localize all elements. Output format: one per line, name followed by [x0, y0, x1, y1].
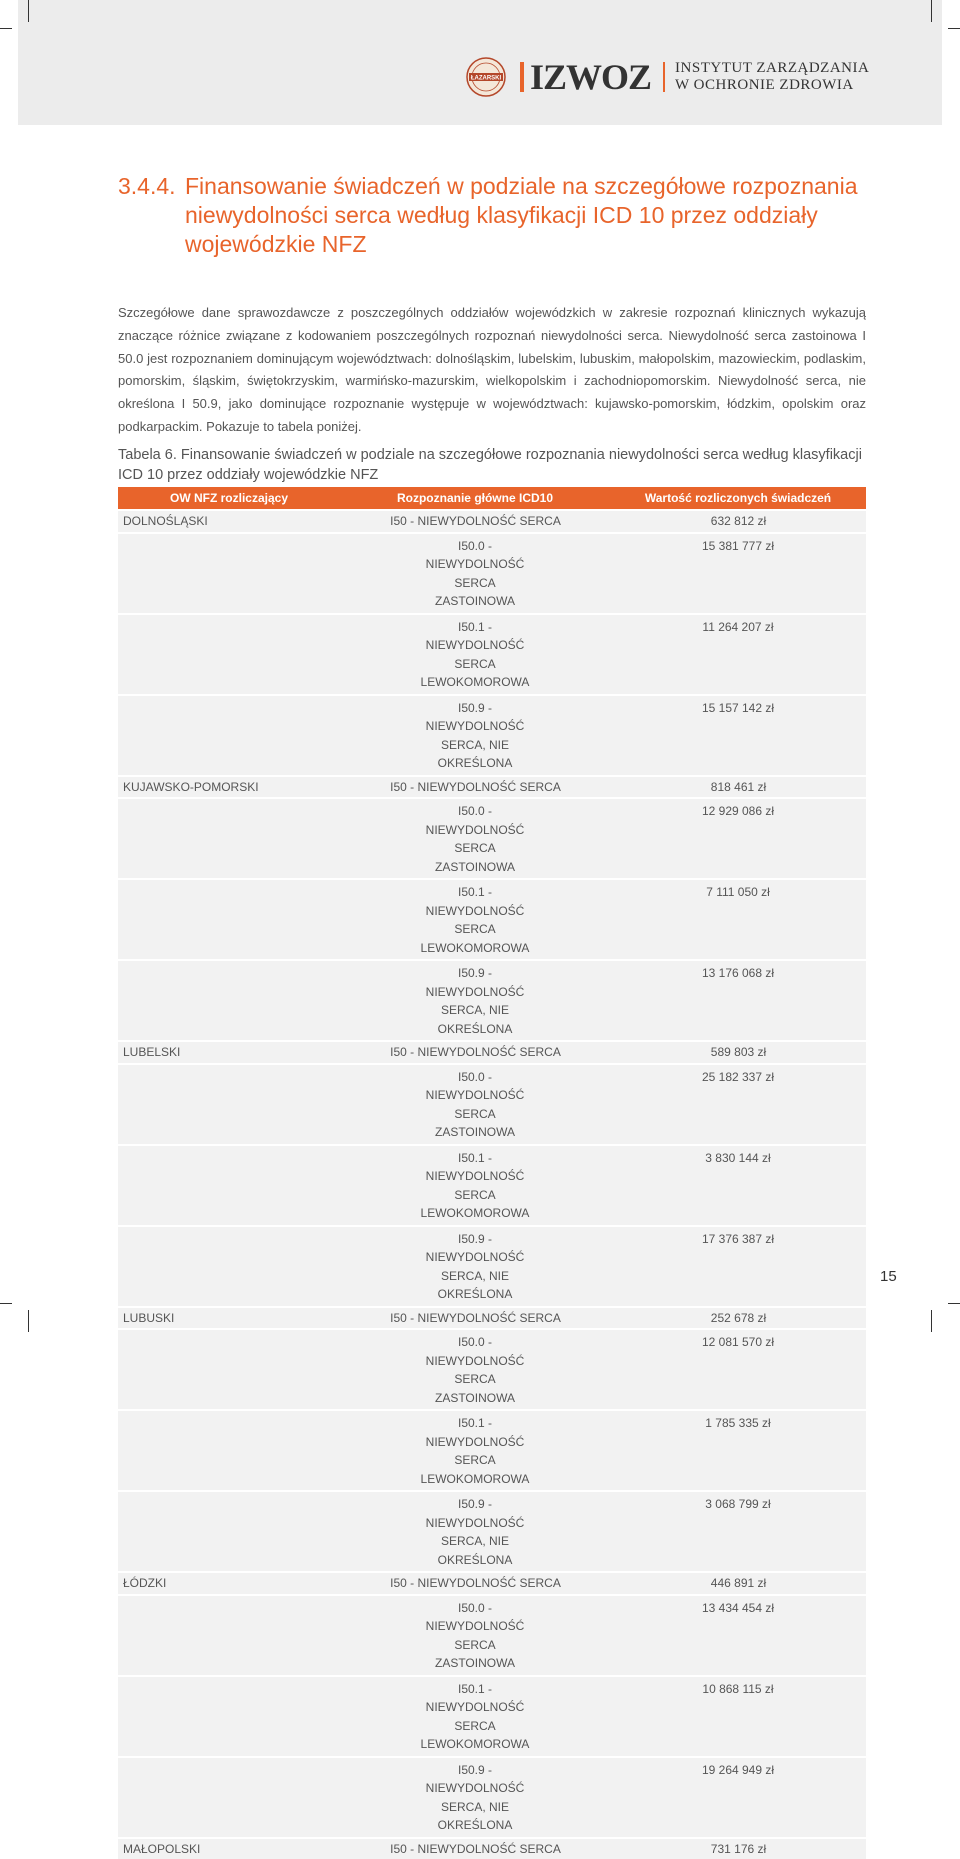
cell-ow	[118, 1410, 340, 1491]
institute-name	[675, 60, 869, 94]
cell-ow	[118, 879, 340, 960]
table-row	[118, 533, 866, 614]
header-logos	[466, 56, 869, 98]
body-paragraph: Szczegółowe dane sprawozdawcze z poszczególnych oddziałów wojewódzkich w zakresie rozpoznań klinicznych wykazują znaczące różnice związane z kodowaniem poszczególnych rozpoznań niewydolności serca. Niewydolność serca zastoinowa I 50.0 jest rozpoznaniem dominującym województwach: dolnośląskim, lubelskim, lubuskim, małopolskim, mazowieckim, podlaskim, pomorskim, śląskim, świętokrzyskim, warmińsko-mazurskim, wielkopolskim i zachodniopomorskim. Niewydolność serca, nie określona I 50.9, jako dominujące rozpoznanie występuje w województwach: kujawsko-pomorskim, łódzkim, opolskim oraz podkarpackim. Pokazuje to tabela poniżej.	[118, 302, 866, 439]
cell-value: 10 868 115 zł	[610, 1676, 866, 1757]
cell-value: 13 176 068 zł	[610, 960, 866, 1041]
cell-diagnosis: I50 - NIEWYDOLNOŚĆ SERCA	[340, 1041, 610, 1064]
table-row	[118, 776, 866, 799]
cell-value: 632 812 zł	[610, 510, 866, 533]
cell-diagnosis: I50.0 - NIEWYDOLNOŚĆ SERCA ZASTOINOWA	[340, 533, 610, 614]
cell-diagnosis: I50.1 - NIEWYDOLNOŚĆ SERCA LEWOKOMOROWA	[340, 614, 610, 695]
cell-diagnosis: I50.1 - NIEWYDOLNOŚĆ SERCA LEWOKOMOROWA	[340, 1676, 610, 1757]
crop-mark-bottom-right	[931, 1310, 932, 1332]
svg-text:ŁAZARSKI: ŁAZARSKI	[471, 76, 502, 82]
cell-ow	[118, 1329, 340, 1410]
institute-line-1: INSTYTUT ZARZĄDZANIA	[675, 60, 869, 77]
cell-value: 1 785 335 zł	[610, 1410, 866, 1491]
crop-mark-left-top	[0, 28, 12, 29]
cell-ow	[118, 1491, 340, 1572]
table-row	[118, 695, 866, 776]
cell-ow: LUBUSKI	[118, 1307, 340, 1330]
cell-value: 589 803 zł	[610, 1041, 866, 1064]
cell-value: 11 264 207 zł	[610, 614, 866, 695]
cell-ow	[118, 1676, 340, 1757]
cell-diagnosis: I50 - NIEWYDOLNOŚĆ SERCA	[340, 1572, 610, 1595]
table-row	[118, 1307, 866, 1330]
cell-value: 19 264 949 zł	[610, 1757, 866, 1838]
cell-diagnosis: I50 - NIEWYDOLNOŚĆ SERCA	[340, 1838, 610, 1859]
crop-mark-right-bottom	[948, 1303, 960, 1304]
cell-ow: KUJAWSKO-POMORSKI	[118, 776, 340, 799]
cell-ow: LUBELSKI	[118, 1041, 340, 1064]
cell-value: 12 081 570 zł	[610, 1329, 866, 1410]
cell-diagnosis: I50.9 - NIEWYDOLNOŚĆ SERCA, NIE OKREŚLONA	[340, 960, 610, 1041]
crop-mark-left-bottom	[0, 1303, 12, 1304]
cell-diagnosis: I50.0 - NIEWYDOLNOŚĆ SERCA ZASTOINOWA	[340, 1595, 610, 1676]
cell-diagnosis: I50.1 - NIEWYDOLNOŚĆ SERCA LEWOKOMOROWA	[340, 879, 610, 960]
cell-value: 13 434 454 zł	[610, 1595, 866, 1676]
crop-mark-bottom-left	[28, 1310, 29, 1332]
crop-mark-top-left	[28, 0, 29, 22]
table-row	[118, 1226, 866, 1307]
cell-value: 731 176 zł	[610, 1838, 866, 1859]
column-header-value: Wartość rozliczonych świadczeń	[610, 487, 866, 510]
brand-separator	[663, 62, 665, 92]
cell-ow	[118, 798, 340, 879]
cell-ow	[118, 695, 340, 776]
cell-ow: MAŁOPOLSKI	[118, 1838, 340, 1859]
cell-value: 15 381 777 zł	[610, 533, 866, 614]
column-header-ow: OW NFZ rozliczający	[118, 487, 340, 510]
brand-accent-bar	[520, 62, 524, 92]
cell-value: 7 111 050 zł	[610, 879, 866, 960]
table-row	[118, 510, 866, 533]
lazarski-seal-logo	[466, 57, 506, 97]
cell-diagnosis: I50.1 - NIEWYDOLNOŚĆ SERCA LEWOKOMOROWA	[340, 1410, 610, 1491]
cell-ow	[118, 1226, 340, 1307]
table-row	[118, 1041, 866, 1064]
cell-diagnosis: I50.0 - NIEWYDOLNOŚĆ SERCA ZASTOINOWA	[340, 798, 610, 879]
cell-diagnosis: I50.1 - NIEWYDOLNOŚĆ SERCA LEWOKOMOROWA	[340, 1145, 610, 1226]
cell-diagnosis: I50 - NIEWYDOLNOŚĆ SERCA	[340, 776, 610, 799]
table-row	[118, 1410, 866, 1491]
cell-diagnosis: I50 - NIEWYDOLNOŚĆ SERCA	[340, 510, 610, 533]
cell-diagnosis: I50.0 - NIEWYDOLNOŚĆ SERCA ZASTOINOWA	[340, 1329, 610, 1410]
cell-value: 17 376 387 zł	[610, 1226, 866, 1307]
cell-ow	[118, 1757, 340, 1838]
cell-value: 15 157 142 zł	[610, 695, 866, 776]
cell-diagnosis: I50 - NIEWYDOLNOŚĆ SERCA	[340, 1307, 610, 1330]
cell-diagnosis: I50.9 - NIEWYDOLNOŚĆ SERCA, NIE OKREŚLONA	[340, 1757, 610, 1838]
table-row	[118, 1676, 866, 1757]
institute-line-2: W OCHRONIE ZDROWIA	[675, 77, 869, 94]
cell-value: 3 830 144 zł	[610, 1145, 866, 1226]
table-caption: Tabela 6. Finansowanie świadczeń w podziale na szczegółowe rozpoznania niewydolności serca według klasyfikacji ICD 10 przez oddziały wojewódzkie NFZ	[118, 445, 866, 485]
table-row	[118, 879, 866, 960]
cell-value: 3 068 799 zł	[610, 1491, 866, 1572]
cell-ow	[118, 533, 340, 614]
table-row	[118, 798, 866, 879]
cell-ow: DOLNOŚLĄSKI	[118, 510, 340, 533]
table-row	[118, 1595, 866, 1676]
table-header-row	[118, 487, 866, 510]
crop-mark-top-right	[931, 0, 932, 22]
table-row	[118, 1064, 866, 1145]
table-row	[118, 614, 866, 695]
table-row	[118, 1329, 866, 1410]
cell-ow	[118, 960, 340, 1041]
table-row	[118, 1491, 866, 1572]
cell-diagnosis: I50.9 - NIEWYDOLNOŚĆ SERCA, NIE OKREŚLONA	[340, 1226, 610, 1307]
section-title: Finansowanie świadczeń w podziale na szczegółowe rozpoznania niewydolności serca według klasyfikacji ICD 10 przez oddziały wojewódzkie NFZ	[185, 172, 885, 259]
cell-value: 446 891 zł	[610, 1572, 866, 1595]
section-number: 3.4.4.	[118, 172, 176, 201]
crop-mark-right-top	[948, 28, 960, 29]
table-row	[118, 960, 866, 1041]
cell-value: 25 182 337 zł	[610, 1064, 866, 1145]
cell-value: 252 678 zł	[610, 1307, 866, 1330]
column-header-diagnosis: Rozpoznanie główne ICD10	[340, 487, 610, 510]
table-body	[118, 510, 866, 1859]
cell-ow	[118, 1064, 340, 1145]
cell-ow	[118, 1145, 340, 1226]
table-row	[118, 1757, 866, 1838]
cell-diagnosis: I50.9 - NIEWYDOLNOŚĆ SERCA, NIE OKREŚLONA	[340, 1491, 610, 1572]
izwoz-brand: IZWOZ	[530, 56, 651, 98]
table-row	[118, 1145, 866, 1226]
page-number: 15	[880, 1268, 897, 1285]
financing-table	[118, 487, 866, 1859]
cell-diagnosis: I50.9 - NIEWYDOLNOŚĆ SERCA, NIE OKREŚLONA	[340, 695, 610, 776]
cell-ow	[118, 614, 340, 695]
cell-diagnosis: I50.0 - NIEWYDOLNOŚĆ SERCA ZASTOINOWA	[340, 1064, 610, 1145]
cell-value: 818 461 zł	[610, 776, 866, 799]
cell-ow: ŁÓDZKI	[118, 1572, 340, 1595]
cell-ow	[118, 1595, 340, 1676]
table-row	[118, 1838, 866, 1859]
cell-value: 12 929 086 zł	[610, 798, 866, 879]
table-row	[118, 1572, 866, 1595]
